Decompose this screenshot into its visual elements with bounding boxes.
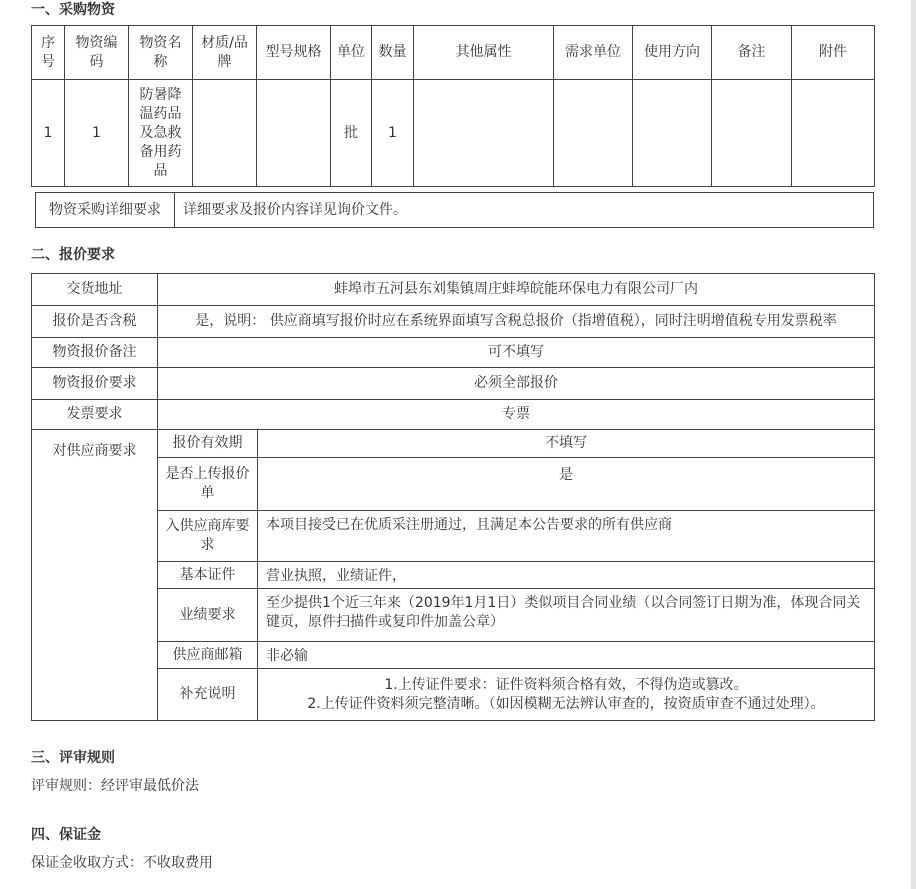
quote-row-delivery [32, 274, 875, 306]
detail-label: 物资采购详细要求 [36, 193, 175, 228]
materials-data-row [32, 80, 875, 187]
header-seq: 序号 [32, 26, 65, 80]
supplier-value: 本项目接受已在优质采注册通过，且满足本公告要求的所有供应商 [258, 511, 875, 562]
quote-label: 发票要求 [32, 400, 158, 430]
quote-value: 是，说明： 供应商填写报价时应在系统界面填写含税总报价（指增值税），同时注明增值税专用发票税率 [158, 306, 875, 338]
header-other-attrs: 其他属性 [414, 26, 554, 80]
quote-table [31, 273, 875, 721]
supplier-row-upload-quote [32, 458, 875, 511]
materials-detail-table [35, 192, 874, 228]
supplier-value: 是 [258, 458, 875, 511]
header-model-spec: 型号规格 [257, 26, 331, 80]
header-demand-unit: 需求单位 [554, 26, 633, 80]
materials-header-row [32, 26, 875, 80]
header-usage: 使用方向 [633, 26, 712, 80]
page-right-edge [911, 0, 916, 889]
quote-value: 蚌埠市五河县东刘集镇周庄蚌埠皖能环保电力有限公司厂内 [158, 274, 875, 306]
quote-label: 报价是否含税 [32, 306, 158, 338]
section-title-deposit: 四、保证金 [31, 827, 101, 843]
header-remark: 备注 [712, 26, 792, 80]
quote-label: 物资报价备注 [32, 338, 158, 368]
cell-material-name: 防暑降温药品及急救备用药品 [129, 80, 193, 187]
supplement-line-1: 1.上传证件要求：证件资料须合格有效，不得伪造或篡改。 [384, 676, 748, 693]
cell-attachment [792, 80, 875, 187]
supplier-sublabel: 基本证件 [158, 562, 258, 589]
supplier-sublabel: 入供应商库要求 [158, 511, 258, 562]
header-material-brand: 材质/品牌 [193, 26, 257, 80]
quote-row-price-req [32, 368, 875, 400]
deposit-method-text: 保证金收取方式：不收取费用 [31, 855, 213, 871]
header-unit: 单位 [331, 26, 372, 80]
section-title-materials: 一、采购物资 [31, 2, 115, 18]
quote-value: 可不填写 [158, 338, 875, 368]
header-material-code: 物资编码 [65, 26, 129, 80]
quote-row-tax [32, 306, 875, 338]
cell-quantity: 1 [372, 80, 414, 187]
supplier-value: 至少提供1个近三年来（2019年1月1日）类似项目合同业绩（以合同签订日期为准，体现合同关键页，原件扫描件或复印件加盖公章） [258, 589, 875, 642]
supplier-sublabel: 供应商邮箱 [158, 642, 258, 669]
supplement-line-2: 2.上传证件资料须完整清晰。（如因模糊无法辨认审查的，按资质审查不通过处理）。 [307, 695, 825, 712]
cell-material-code: 1 [65, 80, 129, 187]
quote-value: 必须全部报价 [158, 368, 875, 400]
cell-seq: 1 [32, 80, 65, 187]
materials-detail-row [36, 193, 874, 228]
section-title-review: 三、评审规则 [31, 750, 115, 766]
cell-model-spec [257, 80, 331, 187]
detail-value: 详细要求及报价内容详见询价文件。 [175, 193, 874, 228]
supplier-value: 不填写 [258, 430, 875, 458]
header-quantity: 数量 [372, 26, 414, 80]
cell-usage [633, 80, 712, 187]
supplier-value [258, 669, 875, 721]
supplier-requirements-label: 对供应商要求 [32, 430, 158, 721]
quote-label: 交货地址 [32, 274, 158, 306]
supplier-row-supplement [32, 669, 875, 721]
supplier-sublabel: 报价有效期 [158, 430, 258, 458]
section-title-quote: 二、报价要求 [31, 247, 115, 263]
quote-row-invoice [32, 400, 875, 430]
supplier-row-performance [32, 589, 875, 642]
quote-label: 物资报价要求 [32, 368, 158, 400]
quote-row-price-remark [32, 338, 875, 368]
cell-demand-unit [554, 80, 633, 187]
header-material-name: 物资名称 [129, 26, 193, 80]
supplier-sublabel: 是否上传报价单 [158, 458, 258, 511]
supplier-value: 非必输 [258, 642, 875, 669]
quote-value: 专票 [158, 400, 875, 430]
supplier-row-library [32, 511, 875, 562]
header-attachment: 附件 [792, 26, 875, 80]
materials-table [31, 25, 875, 187]
supplier-value: 营业执照，业绩证件， [258, 562, 875, 589]
review-rule-text: 评审规则：经评审最低价法 [31, 778, 199, 794]
cell-other-attrs [414, 80, 554, 187]
supplier-row-certs [32, 562, 875, 589]
supplier-sublabel: 业绩要求 [158, 589, 258, 642]
supplier-sublabel: 补充说明 [158, 669, 258, 721]
supplier-row-validity [32, 430, 875, 458]
cell-material-brand [193, 80, 257, 187]
cell-remark [712, 80, 792, 187]
cell-unit: 批 [331, 80, 372, 187]
supplier-row-email [32, 642, 875, 669]
